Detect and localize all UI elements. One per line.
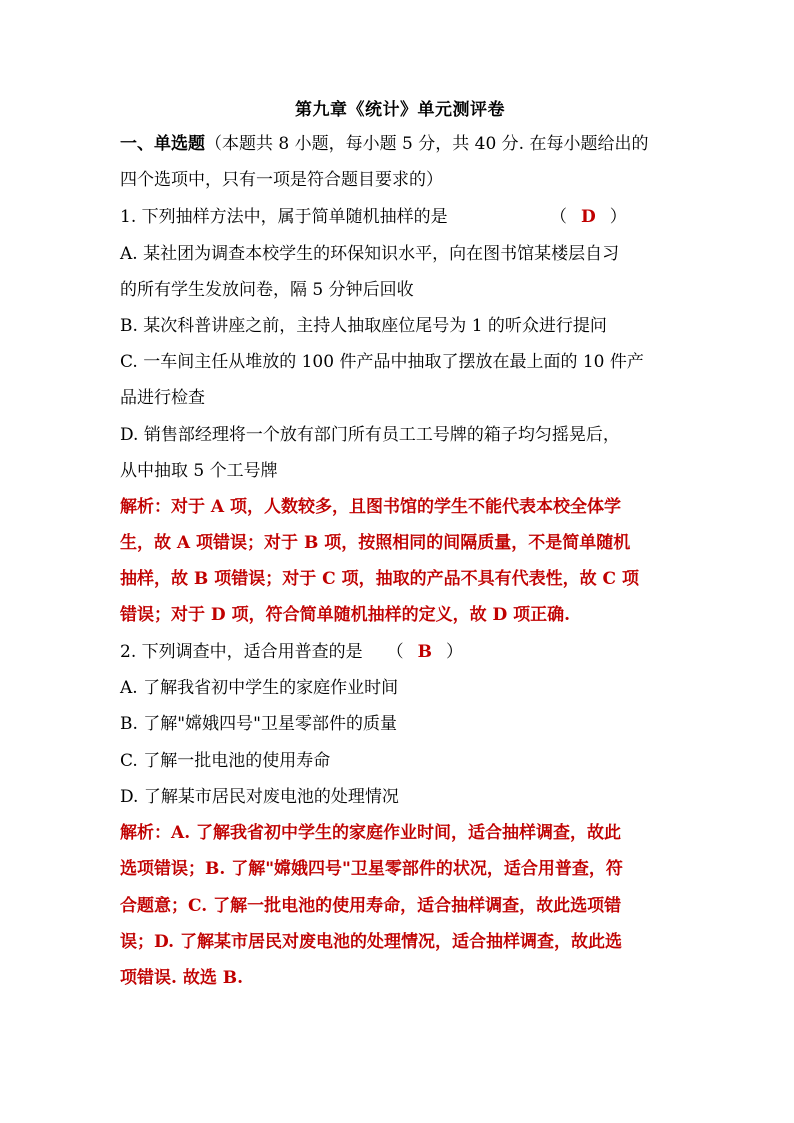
section-heading: 一、单选题 xyxy=(120,134,205,154)
q1-explanation-2: 生，故 A 项错误；对于 B 项，按照相同的间隔质量，不是简单随机 xyxy=(120,533,631,553)
q2-paren-open: （ xyxy=(386,642,404,662)
page-title: 第九章《统计》单元测评卷 xyxy=(295,100,505,120)
q1-stem-line xyxy=(120,206,448,228)
q2-explanation-1: 解析：A. 了解我省初中学生的家庭作业时间，适合抽样调查，故此 xyxy=(120,823,622,843)
section-desc-2: 四个选项中，只有一项是符合题目要求的） xyxy=(120,170,443,190)
q1-explanation-3: 抽样，故 B 项错误；对于 C 项，抽取的产品不具有代表性，故 C 项 xyxy=(120,569,639,589)
q2-explanation-5: 项错误. 故选 B. xyxy=(120,968,244,988)
q1-option-a-2: 的所有学生发放问卷，隔 5 分钟后回收 xyxy=(120,280,414,300)
q1-option-b: B. 某次科普讲座之前，主持人抽取座位尾号为 1 的听众进行提问 xyxy=(120,316,607,336)
q1-explanation-4: 错误；对于 D 项，符合简单随机抽样的定义，故 D 项正确. xyxy=(120,605,571,625)
section-desc-1: （本题共 8 小题，每小题 5 分，共 40 分. 在每小题给出的 xyxy=(205,134,649,154)
q2-explanation-3: 合题意；C. 了解一批电池的使用寿命，适合抽样调查，故此选项错 xyxy=(120,896,622,916)
q1-option-c-2: 品进行检查 xyxy=(120,388,205,408)
q1-option-d-2: 从中抽取 5 个工号牌 xyxy=(120,461,278,481)
q2-option-a: A. 了解我省初中学生的家庭作业时间 xyxy=(120,678,399,698)
q1-option-c-1: C. 一车间主任从堆放的 100 件产品中抽取了摆放在最上面的 10 件产 xyxy=(120,352,644,372)
q2-explanation-4: 误；D. 了解某市居民对废电池的处理情况，适合抽样调查，故此选 xyxy=(120,932,622,952)
q1-stem: 1. 下列抽样方法中，属于简单随机抽样的是 xyxy=(120,207,448,227)
q2-option-c: C. 了解一批电池的使用寿命 xyxy=(120,751,331,771)
q2-option-b: B. 了解"嫦娥四号"卫星零部件的质量 xyxy=(120,714,397,734)
section-header xyxy=(120,133,649,155)
q2-stem-line xyxy=(120,641,463,663)
q1-paren-open: （ xyxy=(550,207,567,227)
q2-explanation-2: 选项错误；B. 了解"嫦娥四号"卫星零部件的状况，适合用普查，符 xyxy=(120,859,623,879)
q1-option-d-1: D. 销售部经理将一个放有部门所有员工工号牌的箱子均匀摇晃后， xyxy=(120,425,620,445)
q2-option-d: D. 了解某市居民对废电池的处理情况 xyxy=(120,787,399,807)
q2-paren-close: ） xyxy=(446,642,463,662)
q1-answer-paren xyxy=(550,206,627,228)
q1-option-a-1: A. 某社团为调查本校学生的环保知识水平，向在图书馆某楼层自习 xyxy=(120,244,620,264)
q1-paren-close: ） xyxy=(609,207,627,227)
q2-stem: 2. 下列调查中，适合用普查的是 xyxy=(120,642,363,662)
q2-answer: B xyxy=(417,642,432,662)
q1-explanation-1: 解析：对于 A 项，人数较多，且图书馆的学生不能代表本校全体学 xyxy=(120,497,622,517)
q1-answer: D xyxy=(581,207,596,227)
